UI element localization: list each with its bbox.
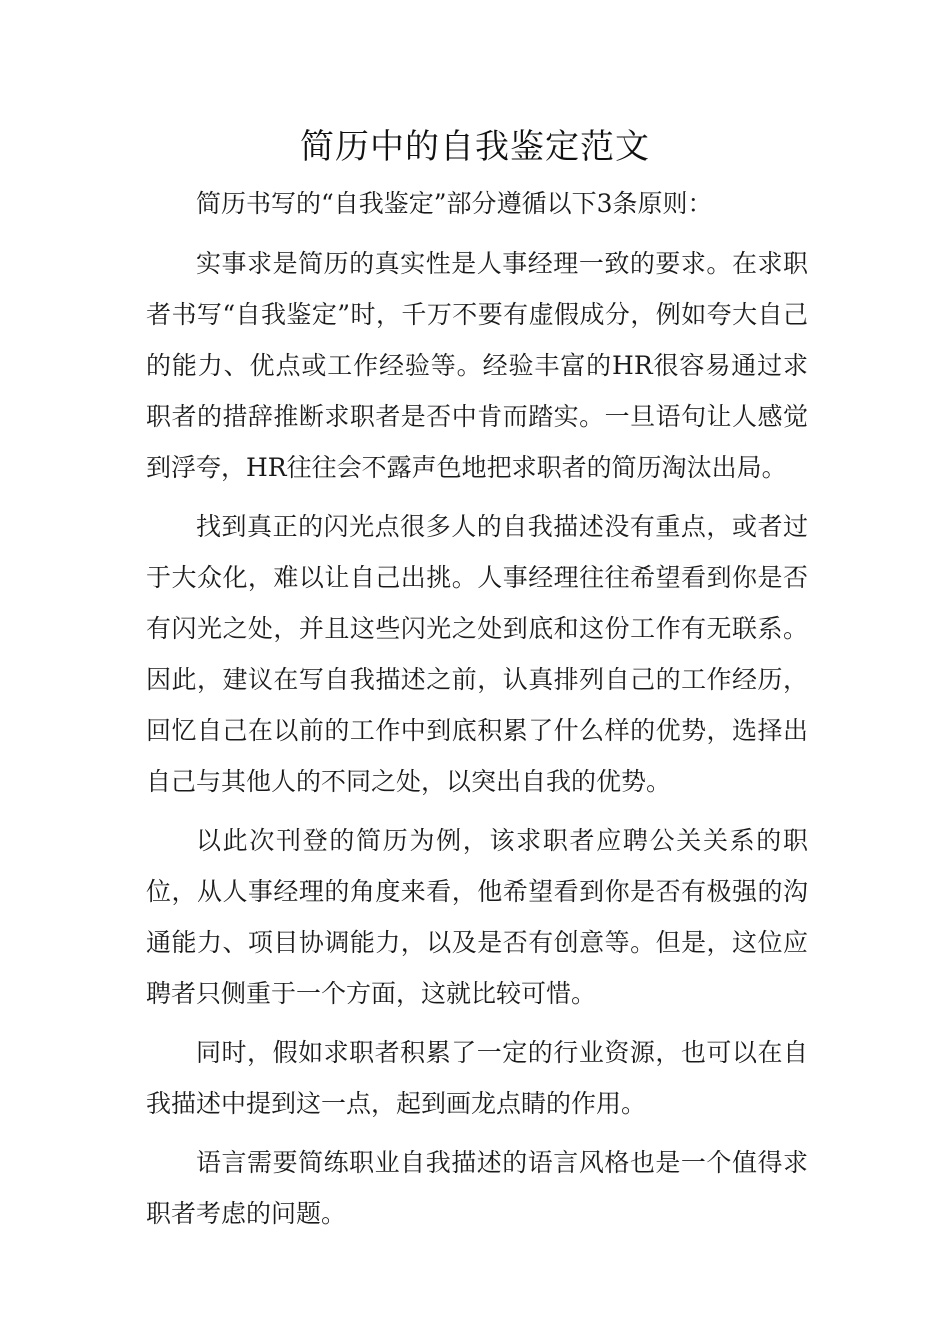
- page-title: 简历中的自我鉴定范文: [300, 127, 650, 167]
- intro-paragraph: 简历书写的“自我鉴定”部分遵循以下3条原则：: [196, 189, 713, 218]
- paragraph-truthfulness: 实事求是简历的真实性是人事经理一致的要求。在求职者书写“自我鉴定”时，千万不要有虚假成分，例如夸大自己的能力、优点或工作经验等。经验丰富的HR很容易通过求职者的措辞推断求职者是否中肯而踏实。一旦语句让人感觉到浮夸，HR往往会不露声色地把求职者的简历淘汰出局。: [146, 249, 808, 482]
- paragraph-example: 以此次刊登的简历为例，该求职者应聘公关关系的职位，从人事经理的角度来看，他希望看到你是否有极强的沟通能力、项目协调能力，以及是否有创意等。但是，这位应聘者只侧重于一个方面，这就比较可惜。: [146, 826, 808, 1008]
- paragraph-highlights: 找到真正的闪光点很多人的自我描述没有重点，或者过于大众化，难以让自己出挑。人事经理往往希望看到你是否有闪光之处，并且这些闪光之处到底和这份工作有无联系。因此，建议在写自我描述之前，认真排列自己的工作经历，回忆自己在以前的工作中到底积累了什么样的优势，选择出自己与其他人的不同之处，以突出自我的优势。: [146, 512, 808, 796]
- paragraph-resources: 同时，假如求职者积累了一定的行业资源，也可以在自我描述中提到这一点，起到画龙点睛的作用。: [146, 1038, 808, 1118]
- document-body: [146, 178, 808, 1247]
- paragraph-language: 语言需要简练职业自我描述的语言风格也是一个值得求职者考虑的问题。: [146, 1148, 808, 1228]
